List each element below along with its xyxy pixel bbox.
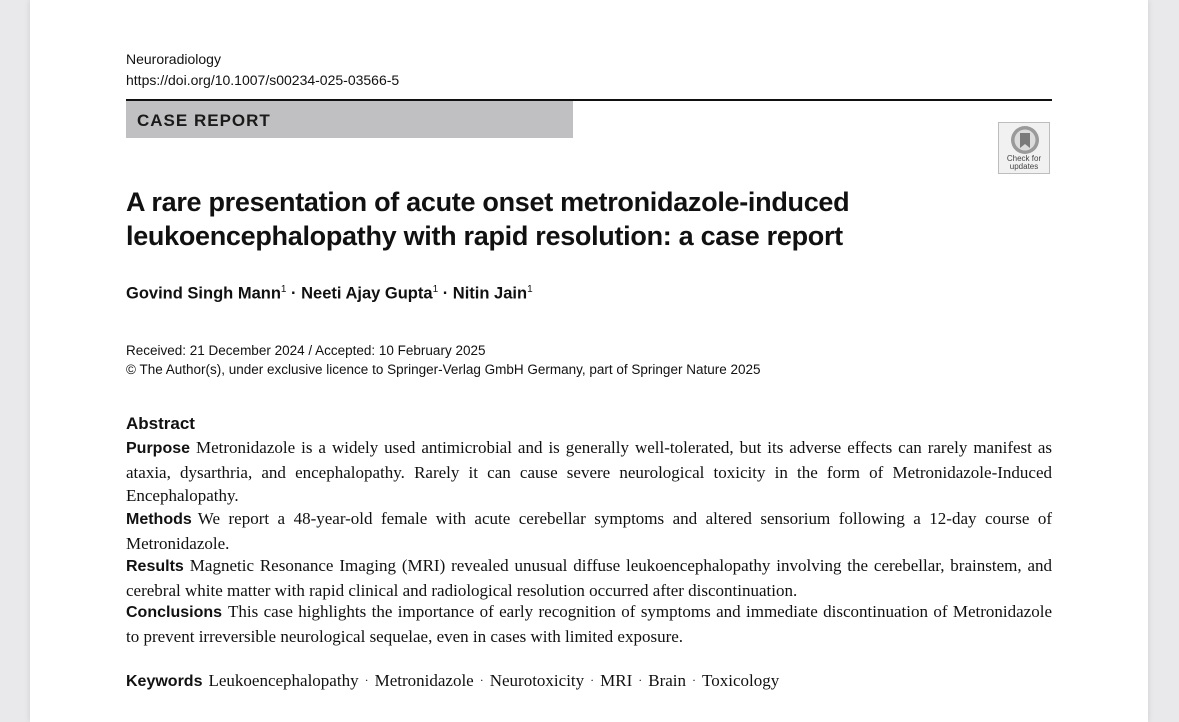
title-line-2: leukoencephalopathy with rapid resolution: a case report [126,221,843,251]
abstract-results [126,554,1052,602]
keyword-item[interactable]: MRI [600,671,633,690]
check-updates-line1: Check for [1006,154,1042,163]
copyright-notice: © The Author(s), under exclusive licence to Springer-Verlag GmbH Germany, part of Springer Nature 2025 [126,362,761,377]
keyword-item[interactable]: Leukoencephalopathy [208,671,359,690]
keyword-item[interactable]: Neurotoxicity [489,671,585,690]
article-title [126,185,986,253]
results-text: Magnetic Resonance Imaging (MRI) revealed unusual diffuse leukoencephalopathy involving the cerebellar, brainstem, and cerebral white matter with rapid clinical and radiological resolution occurred after discontinuation. [126,556,1052,600]
conclusions-label: Conclusions [126,604,223,621]
abstract-heading: Abstract [126,414,195,433]
results-label: Results [126,558,184,575]
keyword-item[interactable]: Metronidazole [374,671,474,690]
methods-text: We report a 48-year-old female with acute cerebellar symptoms and altered sensorium following a 12-day course of Metronidazole. [126,509,1052,553]
check-updates-line2: updates [1009,162,1039,171]
keyword-separator: · [590,673,595,687]
check-for-updates-badge[interactable] [998,122,1050,174]
author-name[interactable]: Neeti Ajay Gupta [301,284,433,303]
keyword-separator: · [364,673,369,687]
author-list [126,284,533,304]
received-accepted-dates: Received: 21 December 2024 / Accepted: 10 February 2025 [126,343,486,358]
keywords-label: Keywords [126,673,203,690]
author-affiliation: 1 [280,284,287,295]
keywords-line [126,671,779,691]
author-name[interactable]: Nitin Jain [452,284,528,303]
purpose-label: Purpose [126,440,191,457]
author-separator: · [286,284,302,303]
doi-link[interactable]: https://doi.org/10.1007/s00234-025-03566-5 [126,72,400,88]
article-type-label: CASE REPORT [137,111,271,130]
author-separator: · [438,284,453,303]
methods-label: Methods [126,511,192,528]
author-name[interactable]: Govind Singh Mann [126,284,281,303]
journal-name: Neuroradiology [126,51,221,67]
keyword-item[interactable]: Brain [648,671,687,690]
abstract-conclusions [126,600,1052,648]
conclusions-text: This case highlights the importance of early recognition of symptoms and immediate discontinuation of Metronidazole to prevent irreversible neurological sequelae, even in cases with limited exposure. [126,602,1052,646]
check-updates-icon [1010,125,1040,155]
title-line-1: A rare presentation of acute onset metronidazole-induced [126,187,850,217]
abstract-purpose [126,436,1052,508]
keyword-item[interactable]: Toxicology [702,671,780,690]
paper-page [30,0,1148,722]
keyword-separator: · [638,673,643,687]
purpose-text: Metronidazole is a widely used antimicrobial and is generally well-tolerated, but its adverse effects can rarely manifest as ataxia, dysarthria, and encephalopathy. Rarely it can cause severe neurological toxicity in the form of Metronidazole-Induced Encephalopathy. [126,438,1052,505]
author-affiliation: 1 [432,284,439,295]
author-affiliation: 1 [527,284,533,295]
abstract-methods [126,507,1052,555]
article-type-band [126,101,573,138]
keyword-separator: · [692,673,697,687]
keyword-separator: · [479,673,484,687]
